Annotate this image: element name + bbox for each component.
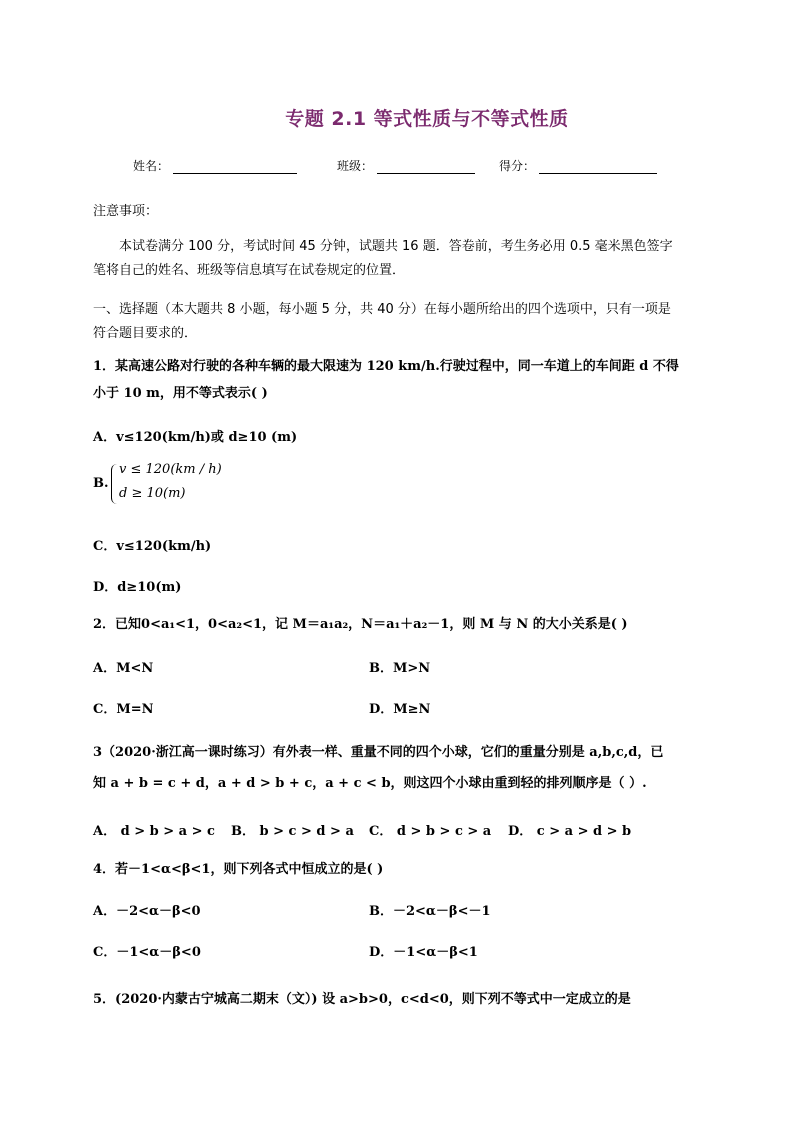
class-label: 班级：	[337, 159, 374, 173]
option-b-prefix: B.	[93, 476, 109, 491]
question-2-option-d[interactable]: D．M≥N	[369, 702, 431, 717]
question-4-option-a[interactable]: A．－2<α－β<0	[93, 904, 201, 919]
question-1-option-a[interactable]: A．v≤120(km/h)或 d≥10 (m)	[93, 430, 298, 445]
option-b-line-1: v ≤ 120(km / h)	[119, 462, 222, 477]
question-3-stem-line-1: 3（2020·浙江高一课时练习）有外表一样、重量不同的四个小球，它们的重量分别是 a,b,c,d，已	[93, 745, 664, 760]
notice-heading: 注意事项：	[93, 204, 159, 219]
question-4-option-d[interactable]: D．－1<α－β<1	[369, 945, 478, 960]
notice-line-2: 笔将自己的姓名、班级等信息填写在试卷规定的位置．	[93, 263, 406, 278]
section-1-line-2: 符合题目要求的．	[93, 326, 198, 341]
notice-line-1: 本试卷满分 100 分，考试时间 45 分钟，试题共 16 题．答卷前，考生务必用 0.5 毫米黑色签字	[119, 239, 673, 254]
brace-icon	[111, 464, 118, 504]
page-title: 专题 2.1 等式性质与不等式性质	[285, 108, 569, 130]
question-3-stem-line-2: 知 a + b = c + d，a + d > b + c，a + c < b，则这四个小球由重到轻的排列顺序是（ ）.	[93, 776, 647, 791]
name-label: 姓名：	[133, 159, 170, 173]
question-4-option-b[interactable]: B．－2<α－β<－1	[369, 904, 491, 919]
question-3-option-d[interactable]: D． c > a > d > b	[508, 824, 632, 839]
question-3-option-b[interactable]: B． b > c > d > a	[231, 824, 354, 839]
question-2-option-b[interactable]: B．M>N	[369, 661, 431, 676]
score-field	[499, 157, 657, 174]
question-2-stem: 2．已知0<a₁<1，0<a₂<1，记 M＝a₁a₂，N＝a₁＋a₂－1，则 M 与 N 的大小关系是( )	[93, 617, 628, 632]
section-1-line-1: 一、选择题（本大题共 8 小题，每小题 5 分，共 40 分）在每小题所给出的四个选项中，只有一项是	[93, 302, 671, 317]
question-3-option-a[interactable]: A． d > b > a > c	[93, 824, 215, 839]
question-4-stem: 4．若－1<α<β<1，则下列各式中恒成立的是( )	[93, 862, 384, 877]
option-b-line-2: d ≥ 10(m)	[119, 486, 186, 501]
question-5-stem: 5．(2020·内蒙古宁城高二期末（文）) 设 a>b>0，c<d<0，则下列不等式中一定成立的是	[93, 992, 631, 1007]
name-blank[interactable]	[173, 159, 297, 174]
question-1-option-c[interactable]: C．v≤120(km/h)	[93, 539, 212, 554]
question-1-stem-line-2: 小于 10 m，用不等式表示( )	[93, 386, 268, 401]
class-blank[interactable]	[377, 159, 475, 174]
question-1-option-d[interactable]: D．d≥10(m)	[93, 580, 182, 595]
question-2-option-c[interactable]: C．M=N	[93, 702, 154, 717]
question-3-option-c[interactable]: C． d > b > c > a	[369, 824, 492, 839]
question-1-stem-line-1: 1．某高速公路对行驶的各种车辆的最大限速为 120 km/h.行驶过程中，同一车道上的车间距 d 不得	[93, 359, 679, 374]
score-label: 得分：	[499, 159, 536, 173]
name-field	[133, 157, 297, 174]
question-4-option-c[interactable]: C．－1<α－β<0	[93, 945, 201, 960]
score-blank[interactable]	[539, 159, 657, 174]
class-field	[337, 157, 475, 174]
question-2-option-a[interactable]: A．M<N	[93, 661, 154, 676]
